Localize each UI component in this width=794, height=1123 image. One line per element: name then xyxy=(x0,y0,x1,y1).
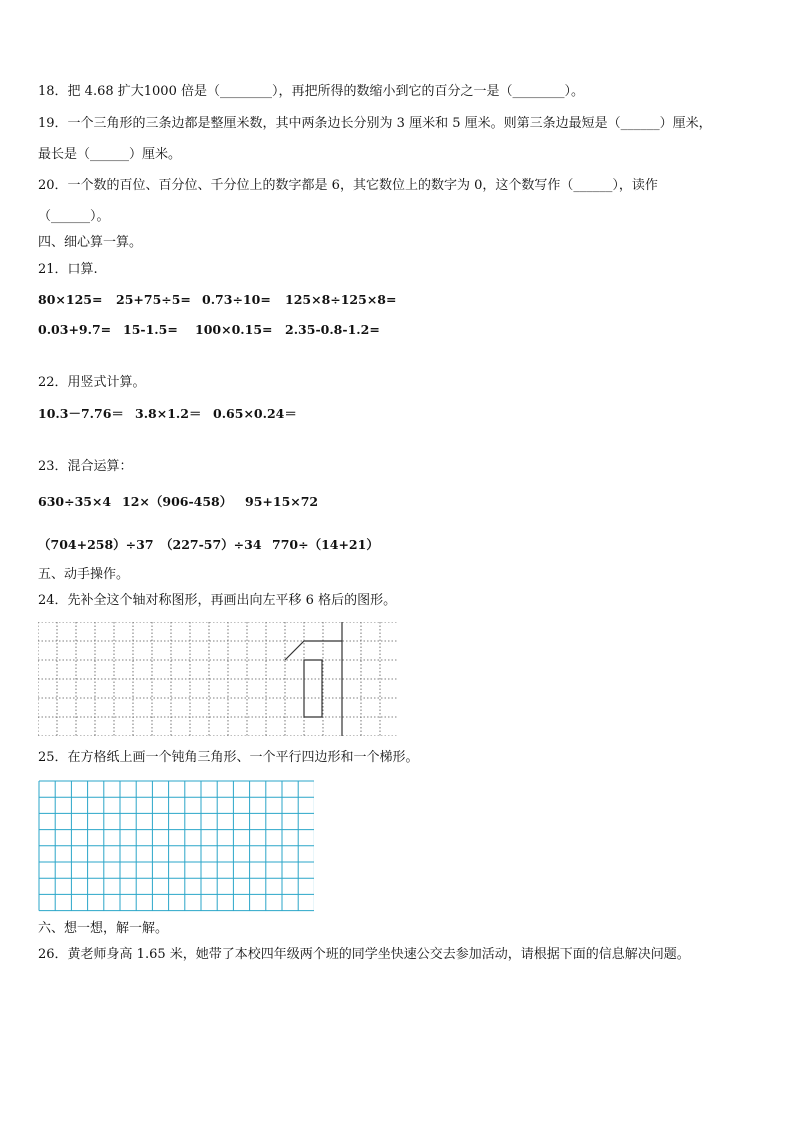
q22-item: 10.3－7.76＝ xyxy=(38,406,124,421)
q21-item: 0.73÷10= xyxy=(202,292,271,307)
question-22: 22．用竖式计算。 xyxy=(38,375,146,390)
q23-item: 770÷（14+21） xyxy=(272,537,379,552)
question-20-line2: （______）。 xyxy=(38,209,110,224)
q23-item: 12×（906-458） xyxy=(122,494,233,509)
question-25: 25．在方格纸上画一个钝角三角形、一个平行四边形和一个梯形。 xyxy=(38,750,419,765)
q23-item: 630÷35×4 xyxy=(38,494,112,509)
question-19-line2: 最长是（______）厘米。 xyxy=(38,147,182,162)
dotted-grid-lines xyxy=(38,622,398,736)
cyan-grid-lines xyxy=(39,781,314,911)
dotted-grid-figure xyxy=(38,622,398,736)
q21-item: 15-1.5= xyxy=(123,322,178,337)
q22-item: 0.65×0.24＝ xyxy=(213,406,297,421)
section-4-heading: 四、细心算一算。 xyxy=(38,235,143,250)
question-19-line1: 19．一个三角形的三条边都是整厘米数，其中两条边长分别为 3 厘米和 5 厘米。则第三条边最短是（______）厘米， xyxy=(38,116,712,131)
section-6-heading: 六、想一想，解一解。 xyxy=(38,921,169,936)
q21-item: 80×125= xyxy=(38,292,103,307)
q23-item: 95+15×72 xyxy=(245,494,319,509)
q23-item: （227-57）÷34 xyxy=(160,537,262,552)
section-5-heading: 五、动手操作。 xyxy=(38,567,130,582)
q23-item: （704+258）÷37 xyxy=(38,537,154,552)
question-21: 21．口算. xyxy=(38,262,98,277)
question-18: 18．把 4.68 扩大1000 倍是（________），再把所得的数缩小到它的百分之一是（________）。 xyxy=(38,84,584,99)
q21-item: 0.03+9.7= xyxy=(38,322,112,337)
question-23: 23．混合运算： xyxy=(38,459,133,474)
q21-item: 100×0.15= xyxy=(195,322,273,337)
question-20-line1: 20．一个数的百位、百分位、千分位上的数字都是 6，其它数位上的数字为 0，这个数写作（______），读作 xyxy=(38,178,658,193)
question-24: 24．先补全这个轴对称图形，再画出向左平移 6 格后的图形。 xyxy=(38,593,397,608)
q21-item: 25+75÷5= xyxy=(116,292,191,307)
q21-item: 125×8÷125×8= xyxy=(285,292,397,307)
q22-item: 3.8×1.2＝ xyxy=(135,406,202,421)
question-26: 26．黄老师身高 1.65 米，她带了本校四年级两个班的同学坐快速公交去参加活动，请根据下面的信息解决问题。 xyxy=(38,947,690,962)
q21-item: 2.35-0.8-1.2= xyxy=(285,322,380,337)
cyan-grid-paper xyxy=(38,780,314,912)
